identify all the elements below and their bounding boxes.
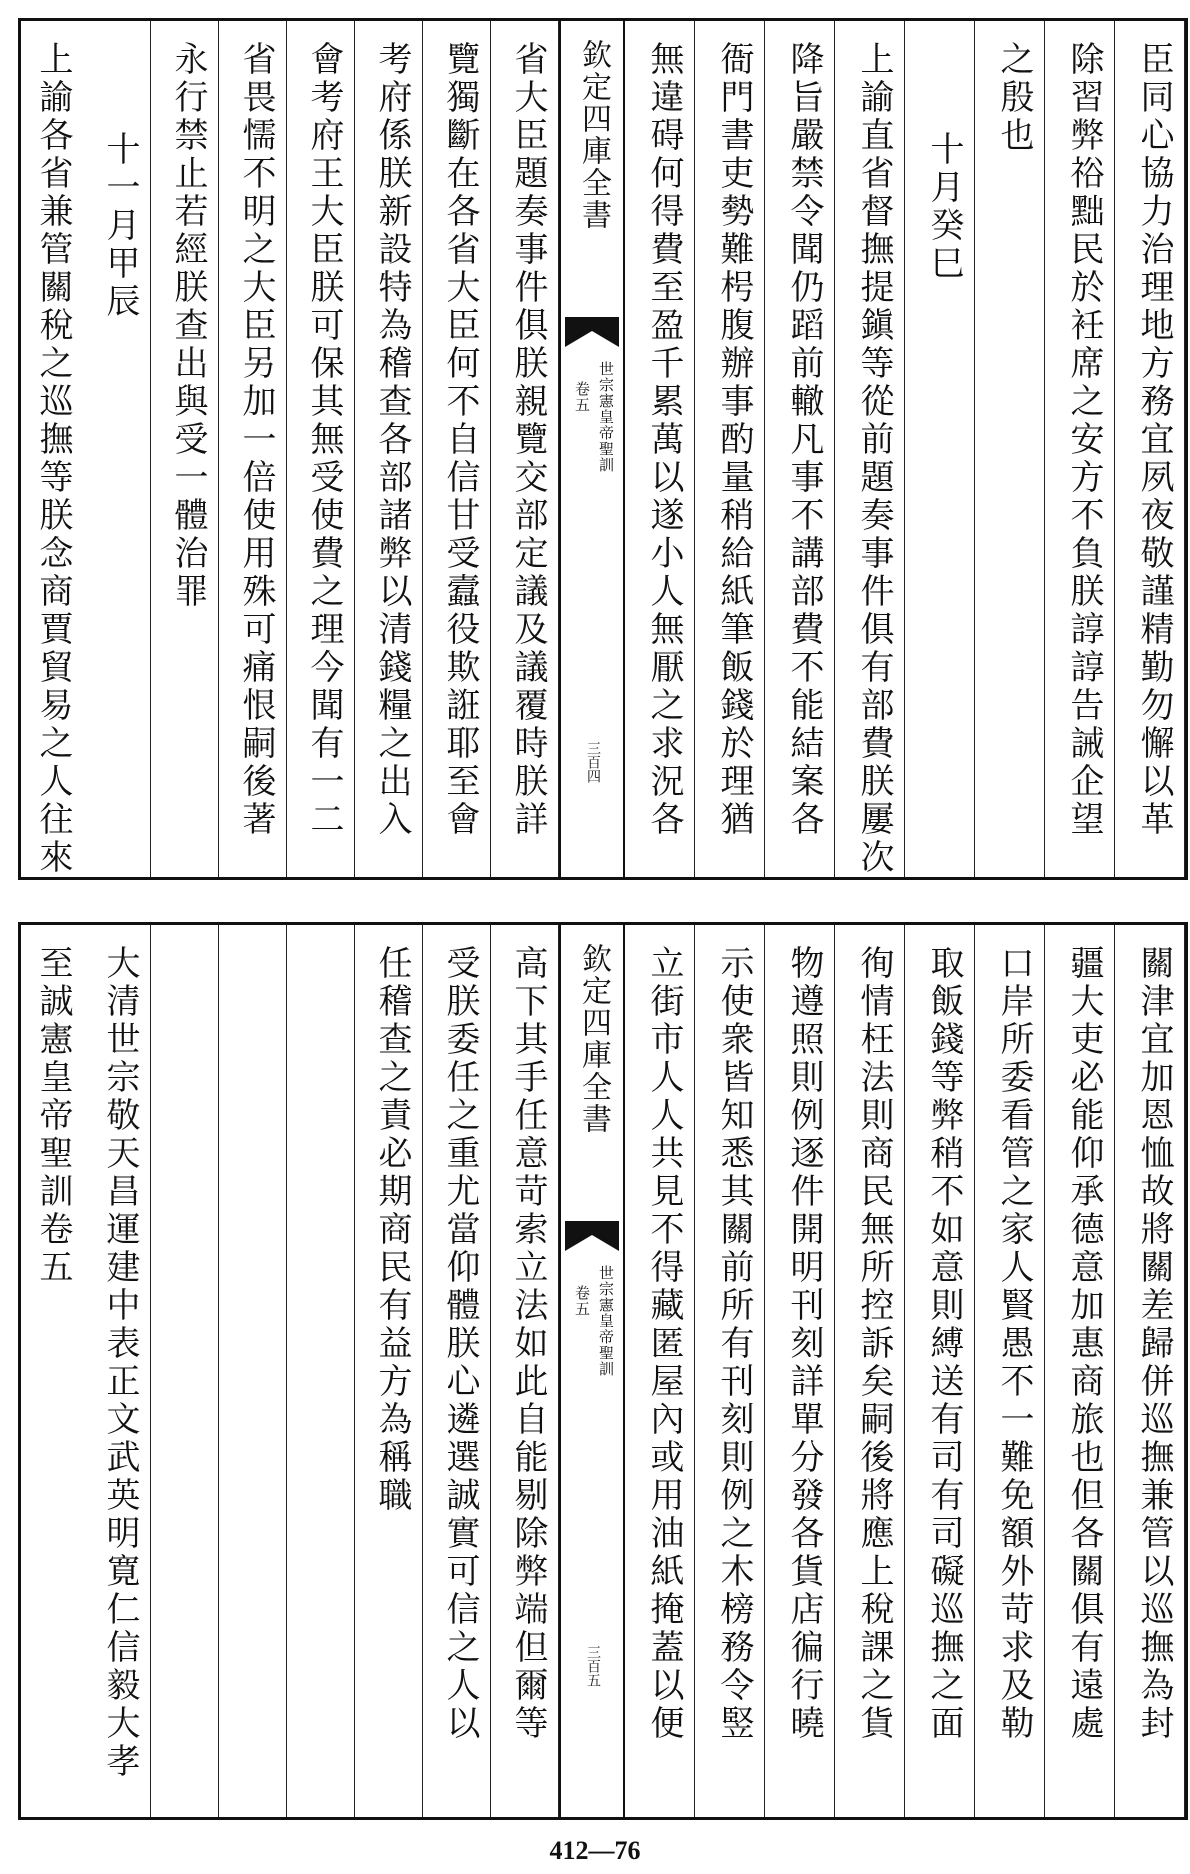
column-text: 上諭各省兼管關稅之巡撫等朕念商賈貿易之人往來 — [33, 41, 73, 877]
text-column — [83, 925, 151, 1817]
column-text: 永行禁止若經朕查出與受一體治罪 — [168, 41, 208, 611]
text-column — [835, 925, 905, 1817]
text-column — [1115, 21, 1185, 877]
column-text: 省大臣題奏事件俱朕親覽交部定議及議覆時朕詳 — [508, 41, 548, 839]
text-column — [905, 925, 975, 1817]
column-text: 降旨嚴禁令聞仍蹈前轍凡事不講部費不能結案各 — [784, 41, 824, 839]
fishtail-mark — [565, 1221, 619, 1251]
text-column — [287, 21, 355, 877]
book-title: 欽定四庫全書 — [576, 39, 611, 231]
text-column — [1115, 925, 1185, 1817]
text-column — [423, 21, 491, 877]
text-column — [423, 925, 491, 1817]
text-column — [219, 21, 287, 877]
column-text: 十月癸巳 — [924, 131, 964, 283]
text-column — [151, 925, 219, 1817]
text-column — [21, 21, 83, 877]
book-subtitle: 世宗憲皇帝聖訓 — [597, 361, 615, 473]
column-text: 取飯錢等弊稍不如意則縛送有司有司礙巡撫之面 — [924, 945, 964, 1743]
text-column — [975, 925, 1045, 1817]
text-column — [1045, 21, 1115, 877]
column-text: 臣同心協力治理地方務宜夙夜敬謹精勤勿懈以革 — [1134, 41, 1174, 839]
text-column — [975, 21, 1045, 877]
text-column — [355, 21, 423, 877]
column-text: 示使衆皆知悉其關前所有刊刻則例之木榜務令竪 — [714, 945, 754, 1743]
text-column — [625, 21, 695, 877]
column-text: 口岸所委看管之家人賢愚不一難免額外苛求及勒 — [994, 945, 1034, 1743]
fishtail-mark — [565, 317, 619, 347]
text-column — [835, 21, 905, 877]
column-text: 受朕委任之重尤當仰體朕心遴選誠實可信之人以 — [440, 945, 480, 1743]
text-column — [491, 925, 559, 1817]
volume-label: 卷五 — [573, 1285, 591, 1317]
leaf-number: 三百四 — [585, 741, 601, 783]
text-column — [151, 21, 219, 877]
column-text: 上諭直省督撫提鎭等從前題奏事件俱有部費朕屢次 — [854, 41, 894, 877]
column-text: 關津宜加恩恤故將關差歸併巡撫兼管以巡撫為封 — [1134, 945, 1174, 1743]
text-column — [491, 21, 559, 877]
column-text: 高下其手任意苛索立法如此自能剔除弊端但爾等 — [508, 945, 548, 1743]
text-column — [83, 21, 151, 877]
book-subtitle: 世宗憲皇帝聖訓 — [597, 1265, 615, 1377]
lower-page — [18, 922, 1188, 1820]
column-text: 衙門書吏勢難枵腹辦事酌量稍給紙筆飯錢於理猶 — [714, 41, 754, 839]
book-title: 欽定四庫全書 — [576, 943, 611, 1135]
text-column — [765, 21, 835, 877]
text-column — [1045, 925, 1115, 1817]
page-number: 412—76 — [549, 1836, 641, 1865]
text-column — [695, 21, 765, 877]
column-text: 除習弊𥙿黜民於衽席之安方不負朕諄諄告誡企望 — [1064, 41, 1104, 839]
text-column — [905, 21, 975, 877]
column-text: 立街市人人共見不得藏匿屋內或用油紙掩蓋以便 — [644, 945, 684, 1743]
column-text: 省畏懦不明之大臣另加一倍使用殊可痛恨嗣後著 — [236, 41, 276, 839]
text-column — [765, 925, 835, 1817]
column-text: 考府係朕新設特為稽查各部諸弊以清錢糧之出入 — [372, 41, 412, 839]
upper-page — [18, 18, 1188, 880]
column-text: 疆大吏必能仰承德意加惠商旅也但各關俱有遠處 — [1064, 945, 1104, 1743]
text-column — [21, 925, 83, 1817]
column-text: 十一月甲辰 — [100, 131, 140, 321]
text-column — [625, 925, 695, 1817]
column-text: 無違碍何得費至盈千累萬以遂小人無厭之求況各 — [644, 41, 684, 839]
column-text: 任稽查之責必期商民有益方為稱職 — [372, 945, 412, 1515]
column-text: 徇情枉法則商民無所控訴矣嗣後將應上稅課之貨 — [854, 945, 894, 1743]
center-fold-column — [559, 21, 625, 877]
text-column — [695, 925, 765, 1817]
column-text: 覽獨斷在各省大臣何不自信甘受蠧役欺誑耶至會 — [440, 41, 480, 839]
column-text: 至誠憲皇帝聖訓卷五 — [33, 945, 73, 1287]
column-text: 會考府王大臣朕可保其無受使費之理今聞有一二 — [304, 41, 344, 839]
column-text: 大清世宗敬天昌運建中表正文武英明寛仁信毅大孝 — [100, 945, 140, 1781]
text-column — [355, 925, 423, 1817]
center-fold-column — [559, 925, 625, 1817]
column-text: 物遵照則例逐件開明刊刻詳單分發各貨店徧行曉 — [784, 945, 824, 1743]
leaf-number: 三百五 — [585, 1645, 601, 1687]
text-column — [287, 925, 355, 1817]
text-column — [219, 925, 287, 1817]
volume-label: 卷五 — [573, 381, 591, 413]
column-text: 之殷也 — [994, 41, 1034, 155]
